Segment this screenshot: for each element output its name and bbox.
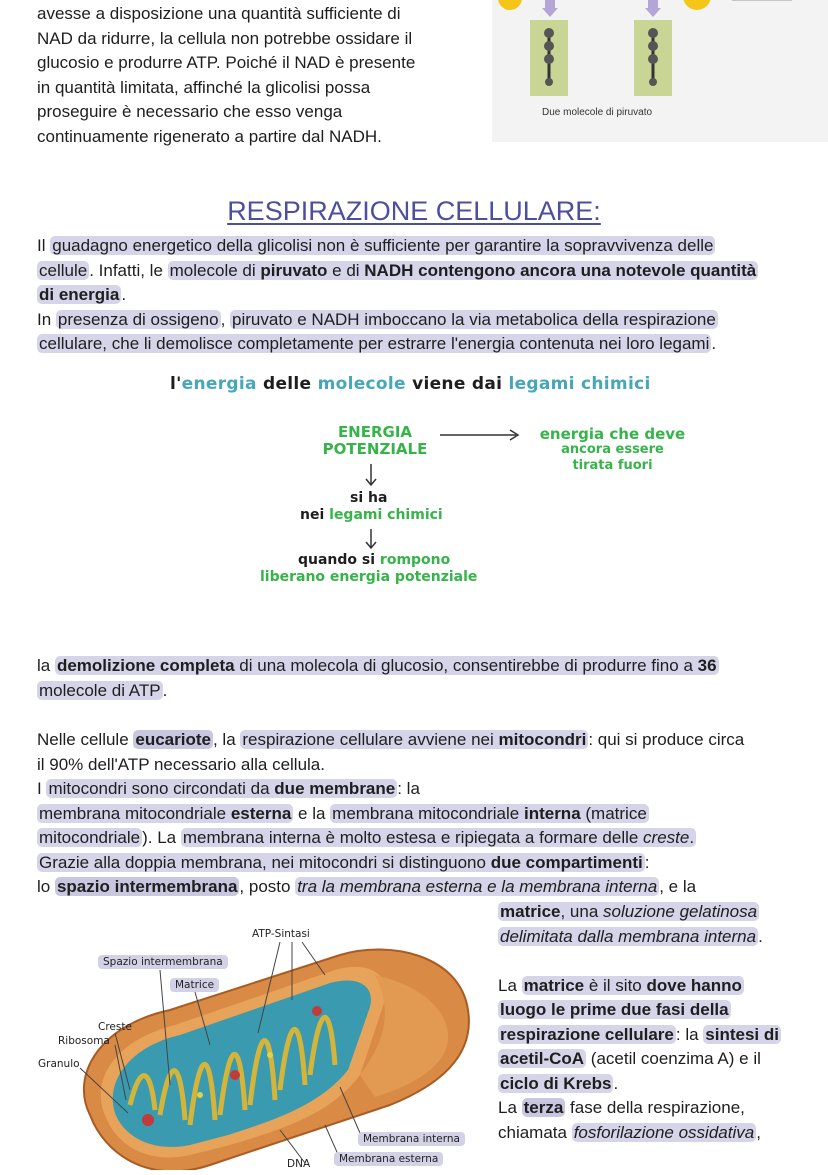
keyword: NADH contengono ancora una notevole quantità (364, 260, 757, 280)
label-atp-sintasi: ATP-Sintasi (252, 928, 310, 940)
label-creste: Creste (98, 1021, 132, 1033)
intro-line: glucosio e produrre ATP. Poiché il NAD è presente (37, 53, 416, 72)
granule (312, 1006, 322, 1016)
notes-nei-legami: nei legami chimici (300, 507, 443, 523)
figure-caption: Due molecole di piruvato (542, 107, 653, 118)
text: In (37, 309, 56, 329)
text: la (37, 656, 55, 675)
highlight: presenza di ossigeno (57, 309, 219, 329)
text: . (121, 285, 127, 304)
highlight: molecole di (169, 260, 261, 280)
keyword: 36 (697, 656, 717, 675)
granule (230, 1070, 240, 1080)
pyruvate-figure (492, 0, 828, 142)
ribosome (267, 1052, 273, 1058)
text: , (220, 309, 231, 329)
intro-line: avesse a disposizione una quantità sufficiente di (37, 4, 401, 23)
label-dna: DNA (287, 1158, 311, 1170)
text: il 90% dell'ATP necessario alla cellula. (37, 754, 325, 774)
mitochondrion-diagram (30, 915, 490, 1170)
right-column-text: matrice, una soluzione gelatinosa delimitata dalla membrana interna . La matrice è il sito dove hanno luogo le prime due fasi della respirazione cellulare : la sintesi di acetil-CoA (acetil coenzima A) e il ciclo di Krebs . La terza fase della respirazione, chiamata fosforilazione ossidativa , (498, 902, 779, 1142)
text: . (162, 680, 168, 700)
highlight: di una molecola di glucosio, consentirebbe di produrre fino a (234, 656, 698, 675)
intro-line: in quantità limitata, affinché la glicolisi possa (37, 77, 371, 97)
arrow-down-icon (542, 8, 558, 17)
arrow-down-icon (364, 462, 378, 488)
handwritten-notes (0, 370, 828, 610)
highlight: molecole di ATP (39, 680, 161, 700)
label-membrana-interna: Membrana interna (358, 1132, 465, 1146)
highlight: piruvato e NADH imboccano la via metabolica della respirazione (232, 309, 716, 329)
intro-paragraph (37, 2, 457, 149)
highlight: cellule (39, 260, 88, 280)
keyword: di energia (39, 285, 120, 304)
highlight: cellulare, che li demolisce completamente per estrarre l'energia contenuta nei loro legami (39, 334, 710, 353)
notes-energia-potenziale: ENERGIA POTENZIALE (322, 423, 428, 458)
sun-right-icon (683, 0, 711, 10)
label-matrice: Matrice (170, 978, 219, 992)
keyword: demolizione completa (56, 656, 235, 675)
arrow-down-icon (364, 527, 378, 551)
arrow-down-icon (645, 8, 661, 17)
highlight: guadagno energetico della glicolisi non è sufficiente per garantire la sopravvivenza delle (52, 236, 714, 255)
text: . Infatti, le (89, 260, 168, 280)
keyword: piruvato (260, 260, 328, 280)
text: Il (37, 236, 51, 255)
keyword: eucariote (135, 730, 211, 749)
paragraph-demolizione (37, 654, 807, 703)
intro-line: proseguire è necessario che esso venga (37, 102, 343, 121)
notes-title: l'energia delle molecole viene dai legami chimici (170, 374, 651, 394)
ribosome (197, 1092, 203, 1098)
notes-quando: quando si rompono (298, 552, 451, 568)
sun-left-icon (498, 0, 522, 10)
paragraph-mitocondri: Nelle cellule eucariote , la respirazione cellulare avviene nei mitocondri : qui si produce circa il 90% dell'ATP necessario alla cellula. I mitocondri sono circondati da due membrane : la membrana mitocondriale esterna e la membrana mitocondriale interna (matrice mitocondriale ). La membrana interna è molto estesa e ripiegata a formare delle creste. Grazie alla doppia membrana, nei mitocondri si distinguono due compartimenti : lo spazio intermembrana , posto tra la membrana esterna e la membrana interna , e la (37, 728, 807, 900)
pyruvate-illustration (492, 0, 828, 142)
notes-liberano: liberano energia potenziale (260, 569, 478, 585)
granule (142, 1114, 154, 1126)
arrow-right-icon (438, 428, 524, 442)
label-granulo: Granulo (38, 1058, 80, 1070)
notes-right: energia che deve ancora essere tirata fuori (539, 425, 686, 473)
label-ribosoma: Ribosoma (58, 1035, 110, 1047)
label-membrana-esterna: Membrana esterna (334, 1152, 443, 1166)
paragraph-glicolisi (37, 234, 807, 357)
intro-line: NAD da ridurre, la cellula non potrebbe ossidare il (37, 28, 413, 48)
label-spazio-intermembrana: Spazio intermembrana (98, 955, 228, 969)
text: . (711, 334, 717, 353)
notes-si-ha: si ha (350, 490, 388, 506)
section-title: RESPIRAZIONE CELLULARE: (227, 196, 601, 226)
highlight: e di (327, 260, 365, 280)
intro-line: continuamente rigenerato a partire dal NADH. (37, 126, 382, 146)
